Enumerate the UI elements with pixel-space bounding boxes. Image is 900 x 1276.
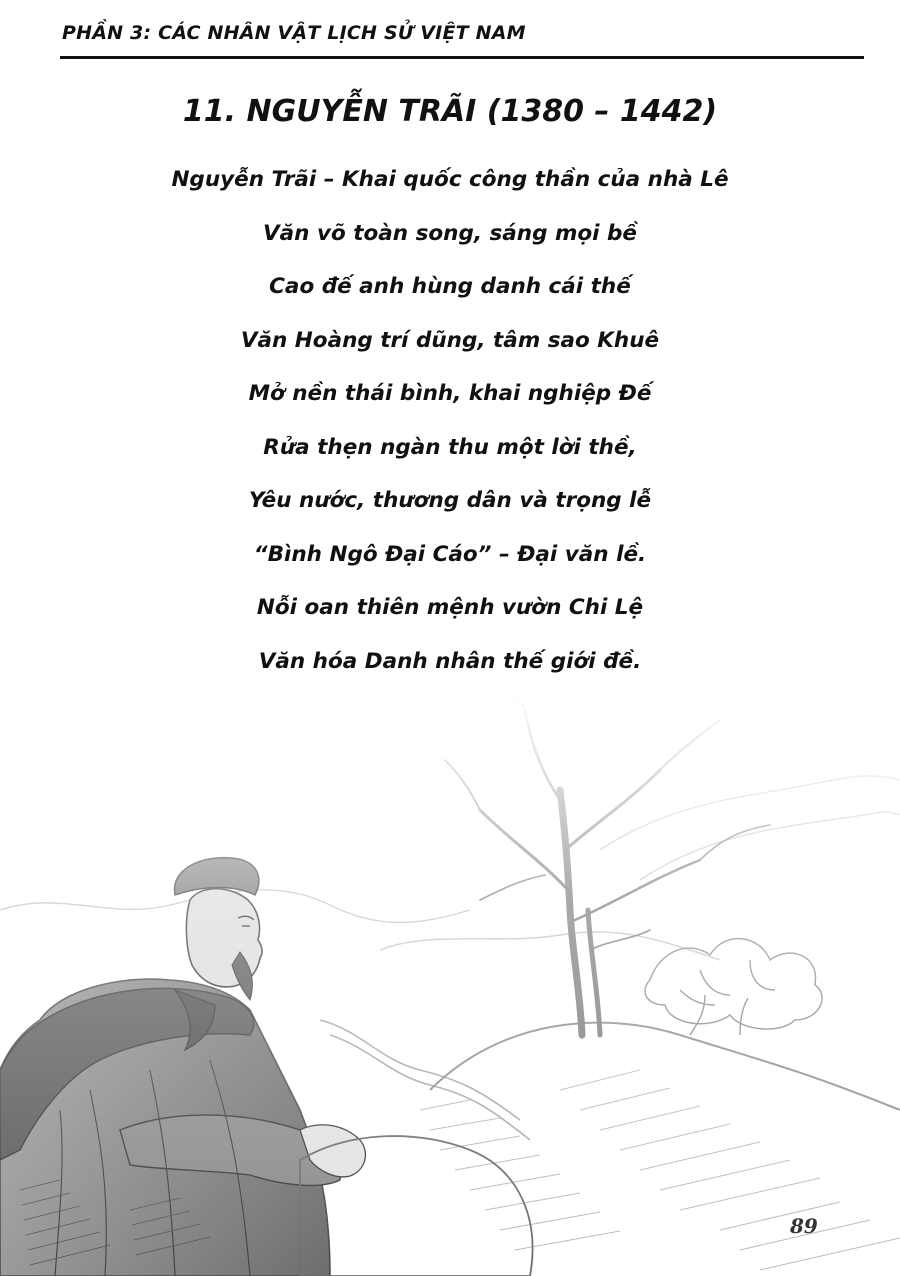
poem-line: Nguyễn Trãi – Khai quốc công thần của nhà Lê	[171, 167, 729, 192]
poem-line: Văn võ toàn song, sáng mọi bề	[263, 220, 637, 246]
poem-line: Cao đế anh hùng danh cái thế	[269, 274, 631, 299]
scholar-illustration	[0, 690, 900, 1276]
poem-line: Yêu nước, thương dân và trọng lễ	[248, 488, 652, 513]
page-number: 89	[790, 1214, 818, 1238]
poem-line: “Bình Ngô Đại Cáo” – Đại văn lề.	[253, 541, 647, 567]
chapter-title: 11. NGUYỄN TRÃI (1380 – 1442)	[182, 94, 718, 129]
header-rule	[60, 56, 864, 59]
poem-line: Nỗi oan thiên mệnh vườn Chi Lệ	[256, 595, 644, 620]
poem-line: Văn hóa Danh nhân thế giới đề.	[258, 648, 642, 674]
poem	[0, 158, 900, 693]
poem-line: Văn Hoàng trí dũng, tâm sao Khuê	[240, 327, 660, 353]
poem-line: Mở nền thái bình, khai nghiệp Đế	[248, 381, 652, 406]
poem-line: Rửa thẹn ngàn thu một lời thề,	[263, 434, 637, 460]
running-header: PHẦN 3: CÁC NHÂN VẬT LỊCH SỬ VIỆT NAM	[62, 22, 526, 44]
